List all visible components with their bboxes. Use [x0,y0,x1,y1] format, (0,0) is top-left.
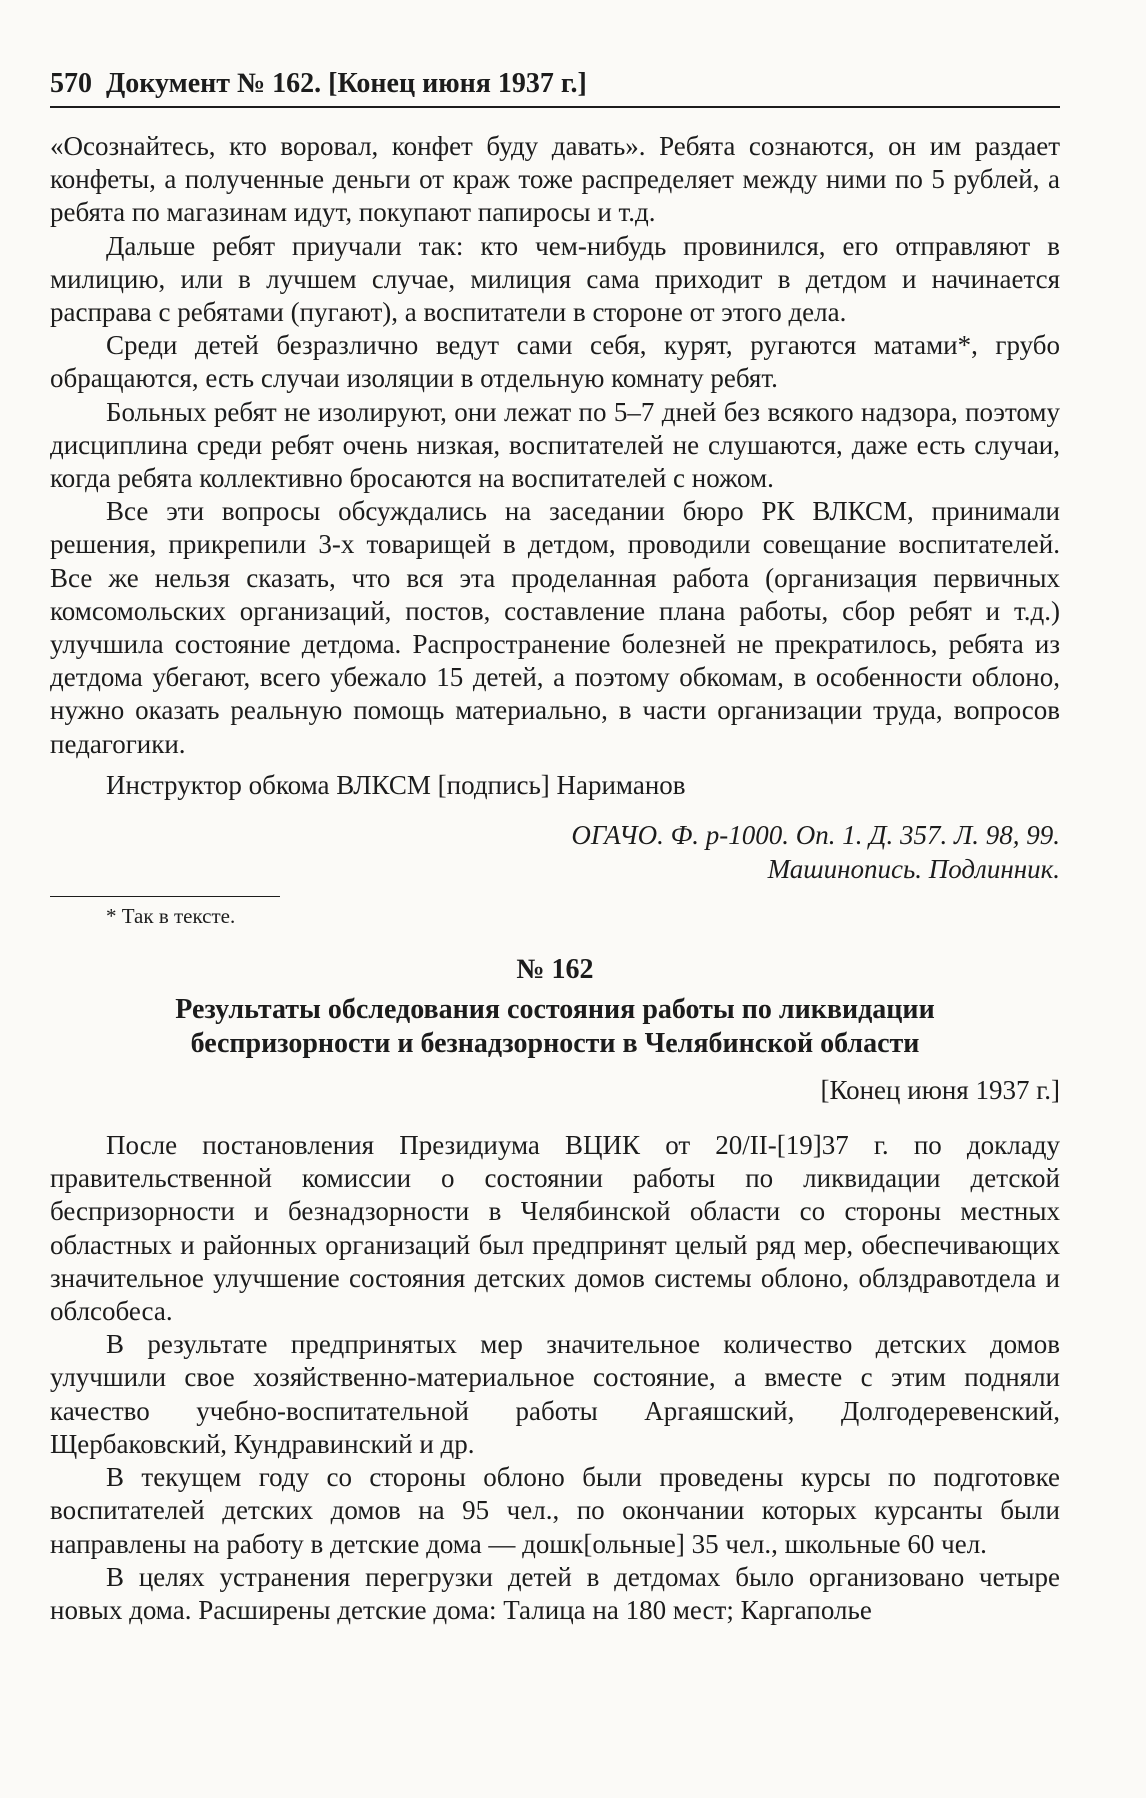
paragraph: Среди детей безразлично ведут сами себя, курят, ругаются матами*, грубо обращаются, есть случаи изоляции в отдельную комнату ребят. [50,330,1060,394]
archive-reference [50,818,1060,886]
document-title-line: Результаты обследования состояния работы по ликвидации [175,994,935,1026]
archive-citation: ОГАЧО. Ф. р-1000. Оп. 1. Д. 357. Л. 98, 99. [571,820,1060,851]
paragraph: В текущем году со стороны облоно были проведены курсы по подготовке воспитателей детских домов на 95 чел., по окончании которых курсанты были направлены на работу в детские дома — дошк[ольные] 35 чел., школьные 60 чел. [50,1462,1060,1559]
paragraph: В результате предпринятых мер значительное количество детских домов улучшили свое хозяйственно-материальное состояние, а вместе с этим подняли качество учебно-воспитательной работы Аргаяшский, Долгодеревенский, Щербаковский, Кундравинский и др. [50,1329,1060,1459]
page-number: 570 [50,68,92,99]
document-date: [Конец июня 1937 г.] [820,1075,1060,1106]
previous-document-text [50,130,1060,802]
document-text [50,1129,1060,1627]
document-number: № 162 [516,954,594,986]
paragraph: «Осознайтесь, кто воровал, конфет буду давать». Ребята сознаются, он им раздает конфеты, а полученные деньги от краж тоже распределяет между ними по 5 рублей, а ребята по магазинам идут, покупают папиросы и т.д. [50,131,1060,228]
document-page [50,66,1060,1627]
footnote: * Так в тексте. [106,904,236,929]
paragraph: Дальше ребят приучали так: кто чем-нибудь провинился, его отправляют в милицию, или в лучшем случае, милиция сама приходит в детдом и начинается расправа с ребятами (пугают), а воспитатели в стороне от этого дела. [50,230,1060,328]
document-title-line: беспризорности и безнадзорности в Челябинской области [190,1028,920,1060]
running-head [50,66,1060,108]
paragraph: Все эти вопросы обсуждались на заседании бюро РК ВЛКСМ, принимали решения, прикрепили 3-х товарищей в детдом, проводили совещание воспитателей. Все же нельзя сказать, что вся эта проделанная работа (организация первичных комсомольских организаций, постов, составление плана работы, сбор ребят и т.д.) улучшила состояние детдома. Распространение болезней не прекратилось, ребята из детдома убегают, всего убежало 15 детей, а поэтому обкомам, в особенности облоно, нужно оказать реальную помощь материально, в части организации труда, вопросов педагогики. [50,496,1060,759]
running-head-title: Документ № 162. [Конец июня 1937 г.] [106,68,587,99]
paragraph: В целях устранения перегрузки детей в детдомах было организовано четыре новых дома. Расширены детские дома: Талица на 180 мест; Каргаполье [50,1561,1060,1625]
paragraph: Больных ребят не изолируют, они лежат по 5–7 дней без всякого надзора, поэтому дисциплина среди ребят очень низкая, воспитателей не слушаются, даже есть случаи, когда ребята коллективно бросаются на воспитателей с ножом. [50,396,1060,494]
document-title [50,993,1060,1061]
paragraph: После постановления Президиума ВЦИК от 20/II-[19]37 г. по докладу правительственной комиссии о состоянии работы по ликвидации детской беспризорности и безнадзорности в Челябинской области со стороны местных областных и районных организаций был предпринят целый ряд мер, обеспечивающих значительное улучшение состояния детских домов системы облоно, облздравотдела и облсобеса. [50,1130,1060,1327]
signature-line: Инструктор обкома ВЛКСМ [подпись] Нариманов [106,769,686,800]
footnote-divider [50,896,280,897]
archive-type: Машинопись. Подлинник. [767,854,1060,885]
